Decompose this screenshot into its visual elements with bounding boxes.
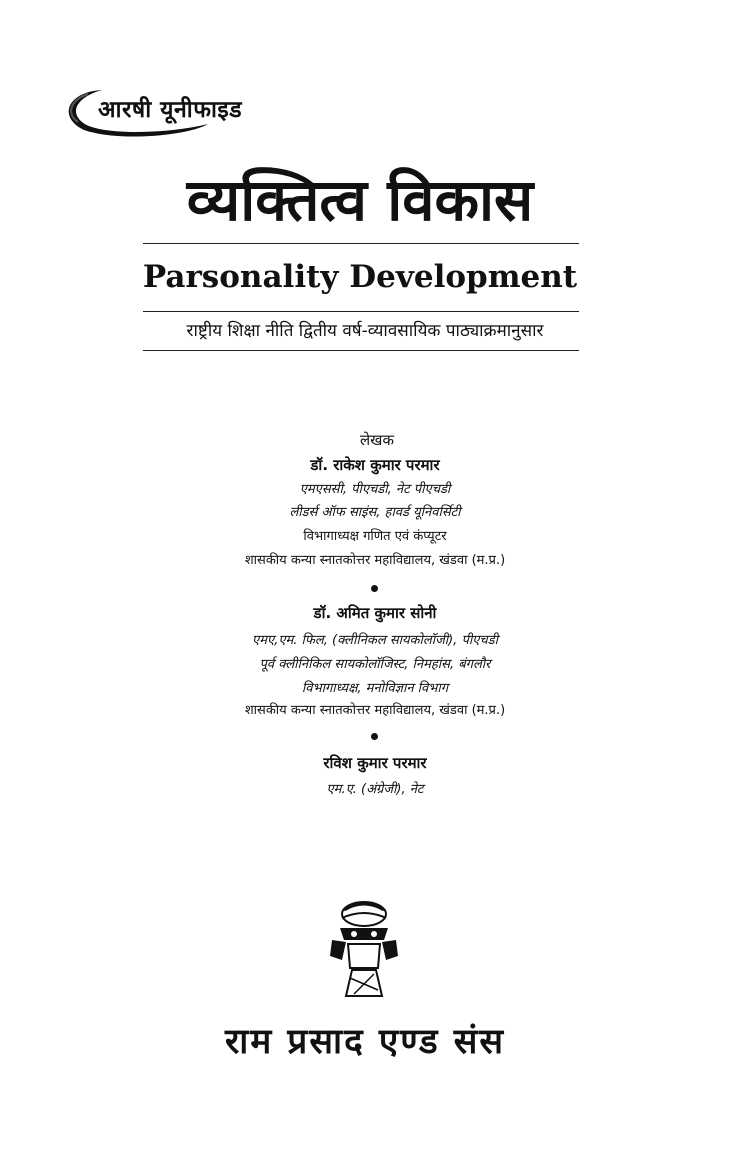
publisher-name: राम प्रसाद एण्ड संस [224,1022,506,1062]
series-name: आरषी यूनीफाइड [98,97,243,123]
author-affiliation: शासकीय कन्या स्नातकोत्तर महाविद्यालय, खंडवा (म.प्र.) [244,553,506,568]
subtitle-top-rule [143,311,579,312]
book-subtitle: राष्ट्रीय शिक्षा नीति द्वितीय वर्ष-व्यावसायिक पाठ्याक्रमानुसार [186,321,544,341]
author-name: रविश कुमार परमार [323,754,427,772]
author-credential: एमएससी, पीएचडी, नेट पीएचडी [299,482,451,497]
author-name: डॉ. राकेश कुमार परमार [310,456,440,474]
book-title-english: Parsonality Development [142,259,578,295]
book-title-hindi: व्यक्तित्व विकास [186,166,534,234]
author-label: लेखक [360,431,394,449]
publisher-emblem-icon [328,900,400,1000]
author-affiliation: शासकीय कन्या स्नातकोत्तर महाविद्यालय, खंडवा (म.प्र.) [244,703,506,718]
subtitle-bottom-rule [143,350,579,351]
author-credential: लीडर्स ऑफ साइंस, हावर्ड यूनिवर्सिटी [289,505,461,520]
series-logo [58,84,318,144]
author-name: डॉ. अमित कुमार सोनी [313,604,437,622]
author-credential: विभागाध्यक्ष गणित एवं कंप्यूटर [303,529,447,544]
author-credential: एम.ए. (अंग्रेजी), नेट [326,782,424,797]
title-divider [143,243,579,244]
separator-dot [371,733,378,740]
author-credential: एमए,एम. फिल, (क्लीनिकल सायकोलॉजी), पीएचडी [252,633,498,648]
separator-dot [371,585,378,592]
author-credential: विभागाध्यक्ष, मनोविज्ञान विभाग [301,681,449,696]
author-credential: पूर्व क्लीनिकिल सायकोलॉजिस्ट, निमहांस, बंगलौर [259,657,491,672]
